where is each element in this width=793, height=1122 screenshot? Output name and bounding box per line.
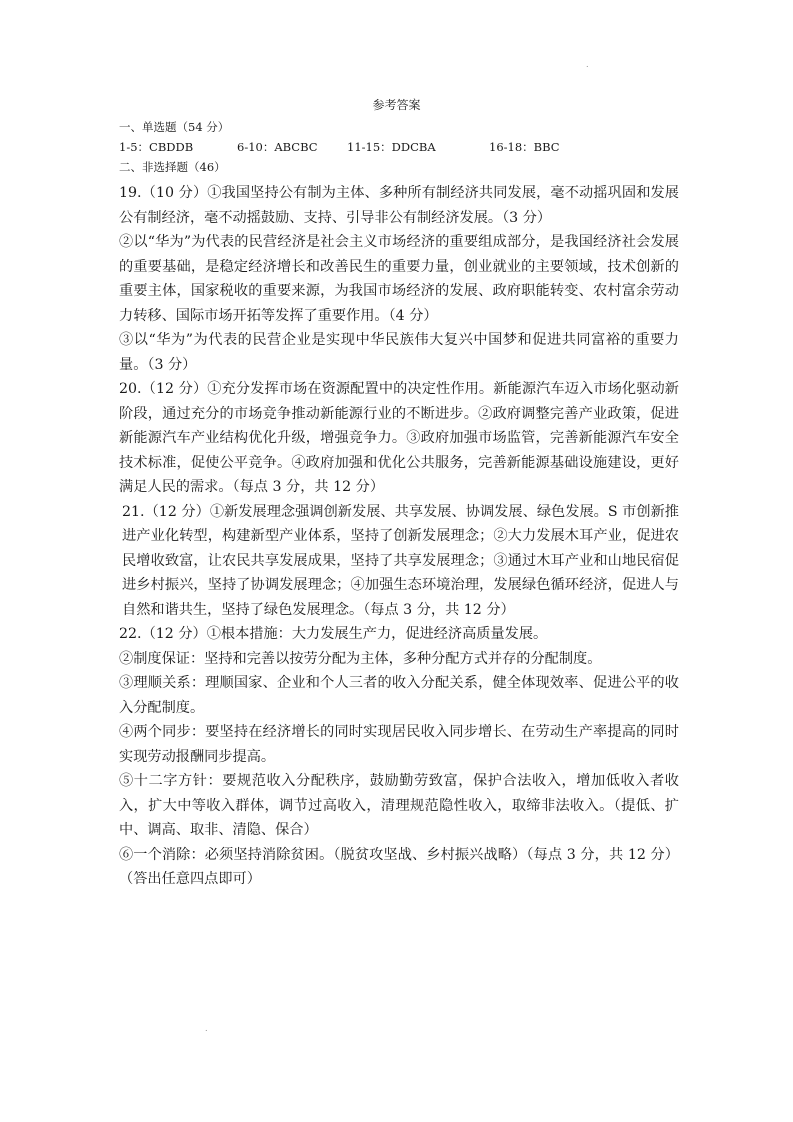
answer-group: 11-15：DDCBA <box>347 140 436 154</box>
q22-point-3: ③理顺关系：理顺国家、企业和个人三者的收入分配关系，健全体现效率、促进公平的收入分配制度。 <box>119 675 679 716</box>
q22-point-2: ②制度保证：坚持和完善以按劳分配为主体，多种分配方式并存的分配制度。 <box>119 650 602 667</box>
answer-group: 16-18：BBC <box>489 140 560 154</box>
page-title: 参考答案 <box>372 98 421 112</box>
q22-point-5: ⑤十二字方针：要规范收入分配秩序，鼓励勤劳致富，保护合法收入，增加低收入者收入，扩大中等收入群体，调节过高收入，清理规范隐性收入，取缔非法收入。（提低、扩中、调高、取非、清隐、保合） <box>119 773 679 838</box>
q20-answer: 20.（12 分）①充分发挥市场在资源配置中的决定性作用。新能源汽车迈入市场化驱动新阶段，通过充分的市场竞争推动新能源行业的不断进步。②政府调整完善产业政策，促进新能源汽车产业结构优化升级，增强竞争力。③政府加强市场监管，完善新能源汽车安全技术标准，促使公平竞争。④政府加强和优化公共服务，完善新能源基础设施建设，更好满足人民的需求。（每点 3 分，共 12 分） <box>119 381 679 495</box>
section1-answers <box>119 140 560 155</box>
answer-group: 6-10：ABCBC <box>237 140 318 154</box>
q22-point-4: ④两个同步：要坚持在经济增长的同时实现居民收入同步增长、在劳动生产率提高的同时实现劳动报酬同步提高。 <box>119 724 679 765</box>
q21-answer: 21.（12 分）①新发展理念强调创新发展、共享发展、协调发展、绿色发展。S 市创新推进产业化转型，构建新型产业体系，坚持了创新发展理念；②大力发展木耳产业，促进农民增收致富，让农民共享发展成果，坚持了共享发展理念；③通过木耳产业和山地民宿促进乡村振兴，坚持了协调发展理念；④加强生态环境治理，发展绿色循环经济，促进人与自然和谐共生，坚持了绿色发展理念。（每点 3 分，共 12 分） <box>122 503 679 618</box>
scan-speck: . <box>205 1024 208 1033</box>
q22-point-1: 22.（12 分）①根本措施：大力发展生产力，促进经济高质量发展。 <box>119 626 548 642</box>
q19-point-2: ②以“华为”为代表的民营经济是社会主义市场经济的重要组成部分，是我国经济社会发展的重要基础，是稳定经济增长和改善民生的重要力量，创业就业的主要领域，技术创新的重要主体，国家税收的重要来源，为我国市场经济的发展、政府职能转变、农村富余劳动力转移、国际市场开拓等发挥了重要作用。（4 分） <box>119 234 679 324</box>
section1-heading: 一、单选题（54 分） <box>119 120 230 134</box>
q19-point-1: 19.（10 分）①我国坚持公有制为主体、多种所有制经济共同发展，毫不动摇巩固和发展公有制经济，毫不动摇鼓励、支持、引导非公有制经济发展。（3 分） <box>119 185 679 226</box>
scan-speck: . <box>586 60 589 69</box>
q22-point-6: ⑥一个消除：必须坚持消除贫困。（脱贫攻坚战、乡村振兴战略）（每点 3 分，共 12 分）（答出任意四点即可） <box>119 846 679 887</box>
section2-heading: 二、非选择题（46） <box>119 160 226 174</box>
answer-group: 1-5：CBDDB <box>119 140 194 154</box>
q19-point-3: ③以“华为”为代表的民营企业是实现中华民族伟大复兴中国梦和促进共同富裕的重要力量。（3 分） <box>119 332 679 373</box>
answer-body <box>119 181 679 892</box>
